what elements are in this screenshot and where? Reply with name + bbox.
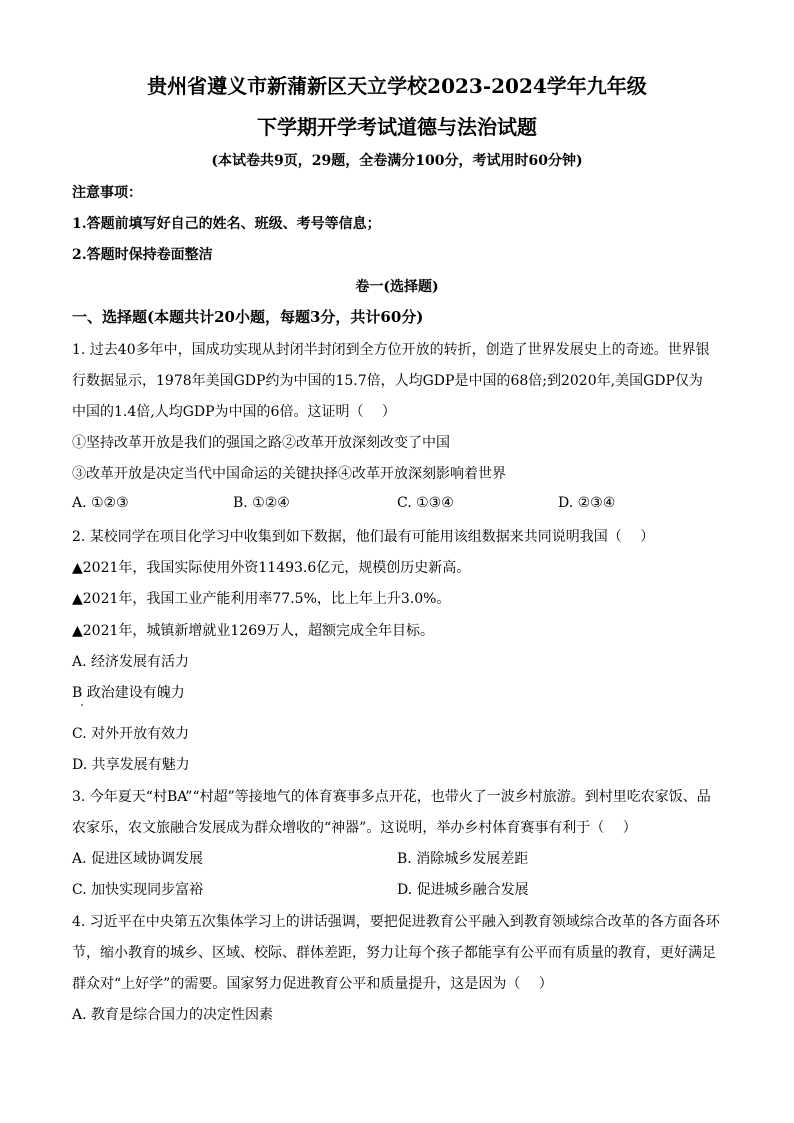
part1-heading: 一、选择题(本题共计20小题，每题3分，共计60分) [72,308,424,326]
q2-data-3: ▲2021年，城镇新增就业1269万人，超额完成全年目标。 [72,623,435,639]
q2-option-c: C. 对外开放有效力 [72,726,190,742]
q3-option-b: B. 消除城乡发展差距 [397,851,529,867]
q2-data-2: ▲2021年，我国工业产能利用率77.5%，比上年上升3.0%。 [72,591,451,607]
q4-stem-line1: 4. 习近平在中央第五次集体学习上的讲话强调，要把促进教育公平融入到教育领域综合改革的各方面各环 [72,914,720,930]
q1-statement-2: ③改革开放是决定当代中国命运的关键抉择④改革开放深刻影响着世界 [72,466,506,482]
q1-option-d: D. ②③④ [558,495,616,511]
q1-statement-1: ①坚持改革开放是我们的强国之路②改革开放深刻改变了中国 [72,435,450,451]
q2-stem: 2. 某校同学在项目化学习中收集到如下数据，他们最有可能用该组数据来共同说明我国（ ） [72,529,655,545]
q1-stem-line2: 行数据显示，1978年美国GDP约为中国的15.7倍，人均GDP是中国的68倍;到2020年,美国GDP仅为 [72,373,703,389]
q3-option-d: D. 促进城乡融合发展 [397,882,529,898]
q2-data-1: ▲2021年，我国实际使用外资11493.6亿元，规模创历史新高。 [72,560,471,576]
exam-title-line1: 贵州省遵义市新蒲新区天立学校2023-2024学年九年级 [147,74,647,98]
q4-stem-line3: 群众对“上好学”的需要。国家努力促进教育公平和质量提升，这是因为（ ） [72,976,553,992]
exam-subtitle: (本试卷共9页，29题，全卷满分100分，考试用时60分钟) [211,153,583,169]
q3-stem-line2: 农家乐，农文旅融合发展成为群众增收的“神器”。这说明，举办乡村体育赛事有利于（ ） [72,820,637,836]
q1-option-b: B. ①②④ [233,495,290,511]
notes-item-2: 2.答题时保持卷面整洁 [72,247,213,263]
volume-heading: 卷一(选择题) [355,279,439,295]
stray-dot [81,704,83,706]
q4-stem-line2: 节，缩小教育的城乡、区域、校际、群体差距，努力让每个孩子都能享有公平而有质量的教育，更好满足 [72,945,716,961]
notes-heading: 注意事项： [72,185,142,201]
q1-stem-line1: 1. 过去40多年中，国成功实现从封闭半封闭到全方位开放的转折，创造了世界发展史上的奇迹。世界银 [72,342,710,358]
q1-stem-line3: 中国的1.4倍,人均GDP为中国的6倍。这证明（ ） [72,404,396,420]
notes-item-1: 1.答题前填写好自己的姓名、班级、考号等信息； [72,216,381,232]
exam-title-line2: 下学期开学考试道德与法治试题 [257,115,537,139]
q2-option-b: B 政治建设有魄力 [72,685,185,701]
q1-option-a: A. ①②③ [72,495,129,511]
q2-option-d: D. 共享发展有魅力 [72,757,190,773]
q2-option-a: A. 经济发展有活力 [72,654,190,670]
q3-option-c: C. 加快实现同步富裕 [72,882,204,898]
q1-option-c: C. ①③④ [397,495,454,511]
q4-option-a: A. 教育是综合国力的决定性因素 [72,1007,274,1023]
q3-option-a: A. 促进区域协调发展 [72,851,204,867]
q3-stem-line1: 3. 今年夏天“村BA”“村超”等接地气的体育赛事多点开花，也带火了一波乡村旅游。到村里吃农家饭、品 [72,789,711,805]
